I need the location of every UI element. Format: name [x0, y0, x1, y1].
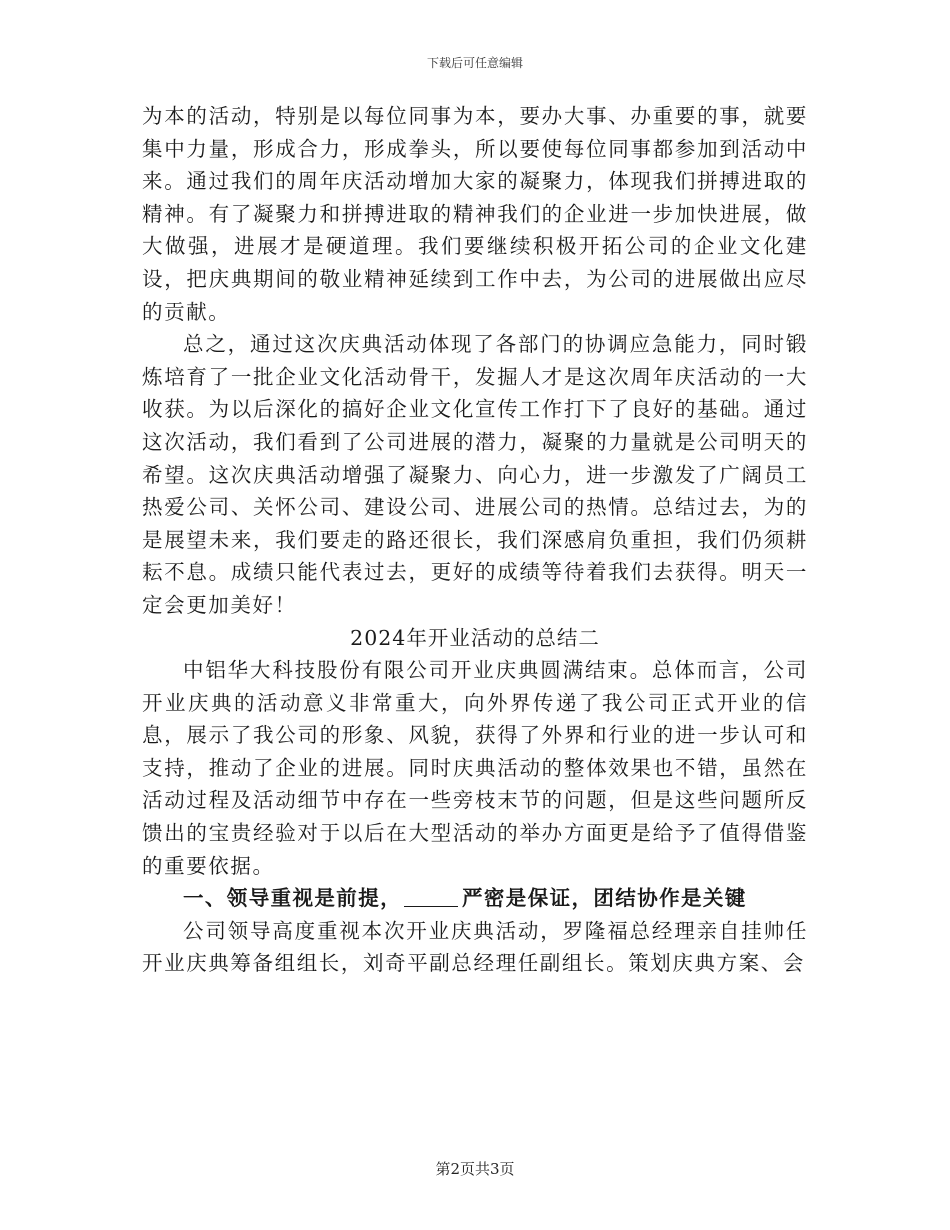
section-title: 2024年开业活动的总结二: [350, 625, 600, 650]
sub-heading-1-part1: 一、领导重视是前提，: [183, 886, 402, 911]
document-body: [142, 100, 808, 980]
blank-underline: [404, 886, 458, 907]
paragraph-1: 为本的活动，特别是以每位同事为本，要办大事、办重要的事，就要集中力量，形成合力，形成拳头，所以要使每位同事都参加到活动中来。通过我们的周年庆活动增加大家的凝聚力，体现我们拼搏进取的精神。有了凝聚力和拼搏进取的精神我们的企业进一步加快进展，做大做强，进展才是硬道理。我们要继续积极开拓公司的企业文化建设，把庆典期间的敬业精神延续到工作中去，为公司的进展做出应尽的贡献。: [142, 104, 808, 324]
paragraph-4: 公司领导高度重视本次开业庆典活动，罗隆福总经理亲自挂帅任开业庆典筹备组组长，刘奇平副总经理任副组长。策划庆典方案、会: [142, 918, 808, 976]
sub-heading-1-part2: 严密是保证，团结协作是关键: [462, 886, 747, 911]
paragraph-2: 总之，通过这次庆典活动体现了各部门的协调应急能力，同时锻炼培育了一批企业文化活动骨干，发掘人才是这次周年庆活动的一大收获。为以后深化的搞好企业文化宣传工作打下了良好的基础。通过这次活动，我们看到了公司进展的潜力，凝聚的力量就是公司明天的希望。这次庆典活动增强了凝聚力、向心力，进一步激发了广阔员工热爱公司、关怀公司、建设公司、进展公司的热情。总结过去，为的是展望未来，我们要走的路还很长，我们深感肩负重担，我们仍须耕耘不息。成绩只能代表过去，更好的成绩等待着我们去获得。明天一定会更加美好！: [142, 332, 808, 617]
page-header-note: 下载后可任意编辑: [426, 56, 523, 70]
paragraph-3: 中铝华大科技股份有限公司开业庆典圆满结束。总体而言，公司开业庆典的活动意义非常重大，向外界传递了我公司正式开业的信息，展示了我公司的形象、风貌，获得了外界和行业的进一步认可和支持，推动了企业的进展。同时庆典活动的整体效果也不错，虽然在活动过程及活动细节中存在一些旁枝末节的问题，但是这些问题所反馈出的宝贵经验对于以后在大型活动的举办方面更是给予了值得借鉴的重要依据。: [142, 658, 808, 878]
page-footer-number: 第2页共3页: [435, 1160, 515, 1178]
sub-heading-1: [142, 882, 808, 915]
